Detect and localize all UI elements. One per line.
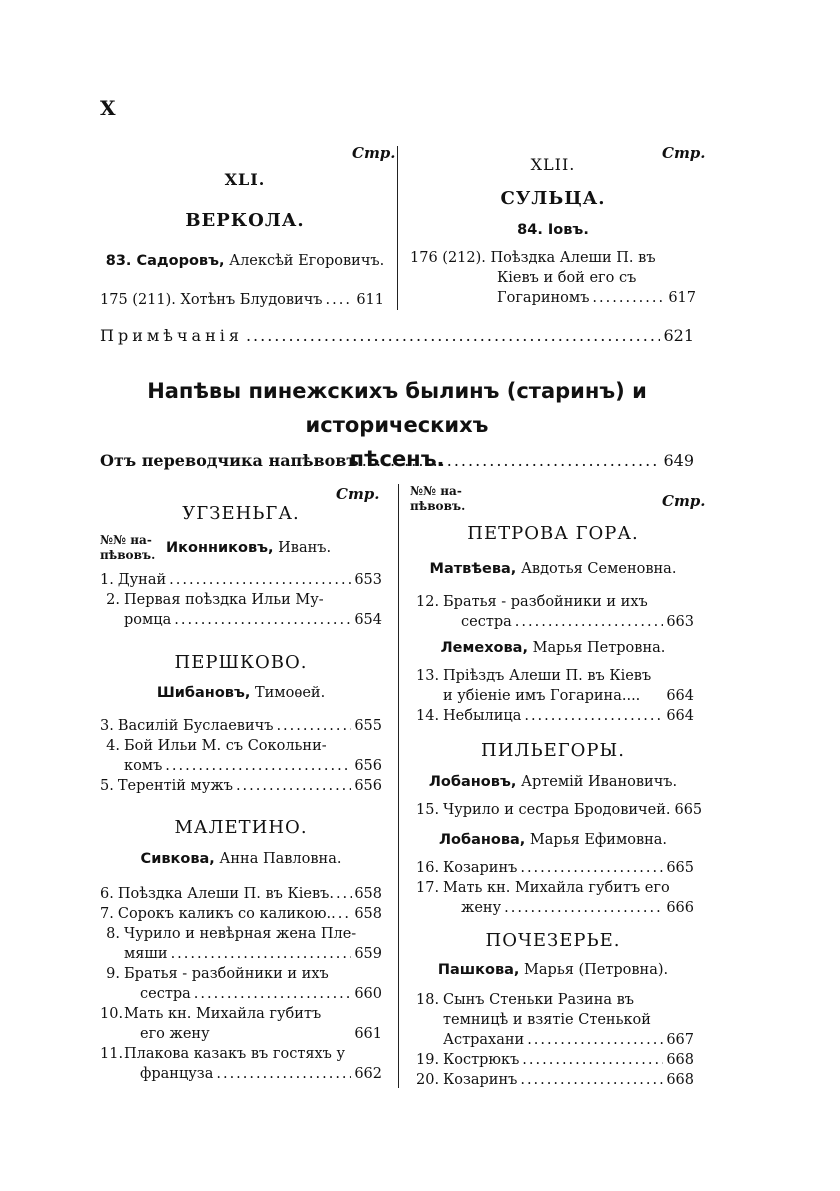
singer-given-name: Алексѣй Егоровичъ. [229,253,385,269]
singer-given-name: Иванъ. [278,540,332,556]
place-heading: МАЛЕТИНО. [174,817,308,838]
entry-page: 666 [666,900,694,916]
entry-number: 5. [100,778,114,794]
singer-name [410,561,696,577]
leader-dots [522,1050,663,1070]
singer-surname: Лемехова, [440,640,528,656]
leader-dots [527,1030,663,1050]
entry-list [100,884,382,1084]
singer-name [410,640,696,656]
entry-title: Бой Ильи М. съ Сокольни- [124,738,327,754]
entry-number: 7. [100,906,114,922]
section-title-line: Напѣвы пинежскихъ былинъ (старинъ) и историческихъ [147,379,647,437]
entry-page: 659 [354,946,382,962]
toc-entry[interactable] [100,1044,382,1084]
entry-page: 662 [354,1066,382,1082]
toc-entry[interactable] [416,1070,694,1090]
leader-dots [216,1064,351,1084]
melody-number-label [410,484,465,514]
singer-surname: Лобанова, [438,832,526,848]
singer-given-name: Анна Павловна. [219,851,342,867]
entry-number: 2. [106,592,120,608]
singer-given-name: Марья Петровна. [532,640,666,656]
entry-page: 661 [354,1026,382,1042]
leader-dots [520,1070,663,1090]
entry-title: Небылица [443,708,522,724]
toc-entry[interactable] [100,290,384,310]
entry-number: 11. [100,1046,124,1062]
entry-list [416,990,694,1090]
leader-dots [246,326,661,345]
toc-entry[interactable] [100,570,382,590]
singer-surname: Сивкова, [140,851,215,867]
leader-dots [276,716,351,736]
translator-label: Отъ переводчика напѣвовъ [100,451,359,470]
page-column-label: Стр. [336,485,380,503]
toc-entry[interactable] [100,736,382,776]
translator-entry[interactable] [100,451,694,470]
entry-title: Василій Буслаевичъ [117,718,274,734]
roman-numeral: XLII. [530,155,576,174]
entry-title: ромца [124,612,172,628]
leader-dots [524,706,663,726]
entry-number: 4. [106,738,120,754]
entry-title: 175 (211). Хотѣнъ Блудовичъ [100,292,323,308]
leader-dots [174,610,351,630]
singer-given-name: Авдотья Семеновна. [520,561,677,577]
toc-entry[interactable] [416,800,703,820]
entry-title: сестра [140,986,191,1002]
entry-number: 13. [416,668,440,684]
leader-dots [338,904,353,924]
column-divider [398,484,399,1088]
singer-surname: Пашкова, [437,962,520,978]
entry-number: 19. [416,1052,440,1068]
toc-entry[interactable] [100,904,382,924]
leader-dots [504,898,663,918]
entry-title: Братья - разбойники и ихъ [124,966,329,982]
toc-entry[interactable] [416,878,694,918]
leader-dots [169,570,351,590]
entry-page: 658 [354,906,382,922]
toc-entry[interactable] [410,248,696,308]
entry-title: Мать кн. Михайла губитъ [124,1006,322,1022]
singer-name [100,851,382,867]
singer-surname: Лобановъ, [428,774,517,790]
toc-entry[interactable] [416,1050,694,1070]
entry-page: 656 [354,778,382,794]
toc-entry[interactable] [100,884,382,904]
singer-name [410,222,696,238]
notes-label: Примѣчанія [100,326,243,345]
entry-title: Первая поѣздка Ильи Му- [124,592,324,608]
leader-dots [236,776,351,796]
page-number: X [100,96,116,120]
entry-title: француза [140,1066,214,1082]
label-line: пѣвовъ. [410,499,466,513]
singer-name [410,962,696,978]
entry-title: Астрахани [443,1032,525,1048]
entry-title: Дунай [117,572,167,588]
roman-numeral: XLI. [224,170,266,189]
singer-name [410,832,696,848]
singer-surname: Шибановъ, [156,685,251,701]
entry-title: Чурило и сестра Бродовичей. [443,802,671,818]
leader-dots [171,944,352,964]
entry-title: и убіеніе имъ Гогарина.... [443,688,641,704]
toc-entry[interactable] [100,716,382,736]
entry-title: мяши [124,946,168,962]
entry-title: жену [461,900,502,916]
entry-number: 16. [416,860,440,876]
entry-number: 15. [416,802,440,818]
entry-title: Козаринъ [443,1072,518,1088]
entry-page: 665 [666,860,694,876]
entry-title: Плакова казакъ въ гостяхъ у [124,1046,346,1062]
entry-title: Братья - разбойники и ихъ [443,594,648,610]
entry-number: 10. [100,1006,124,1022]
place-heading: ПИЛЬЕГОРЫ. [481,740,625,761]
entry-list [416,858,694,918]
entry-title: Сынъ Стеньки Разина въ [443,992,635,1008]
entry-number: 1. [100,572,114,588]
leader-dots [520,858,663,878]
place-heading: ВЕРКОЛА. [185,210,305,231]
label-line: №№ на- [100,533,152,547]
entry-title: Терентій мужъ [117,778,233,794]
entry-number: 14. [416,708,440,724]
melody-number-label [100,533,155,563]
place-heading: ПЕТРОВА ГОРА. [467,523,639,544]
entry-page: 656 [354,758,382,774]
toc-entry[interactable] [416,592,694,632]
toc-entry[interactable] [416,706,694,726]
entry-list [416,592,694,632]
singer-number-surname: 84. Іовъ. [517,222,589,238]
singer-given-name: Артемій Ивановичъ. [520,774,678,790]
entry-page: 617 [668,290,696,306]
singer-name [166,540,331,556]
entry-title: комъ [124,758,163,774]
place-heading: УГЗЕНЬГА. [182,503,300,524]
entry-page: 658 [354,886,382,902]
entry-title: Кострюкъ [443,1052,520,1068]
leader-dots [326,290,354,310]
place-heading: ПОЧЕЗЕРЬЕ. [485,930,621,951]
entry-page: 611 [356,292,384,308]
singer-number-surname: 83. Садоровъ, [105,253,225,269]
toc-entry[interactable] [100,590,382,630]
entry-page: 664 [666,708,694,724]
entry-number: 3. [100,718,114,734]
entry-line: Гогариномъ [497,290,590,306]
entry-page: 668 [666,1072,694,1088]
leader-dots [165,756,351,776]
entry-page: 653 [354,572,382,588]
translator-page: 649 [663,451,694,470]
toc-entry[interactable] [100,964,382,1004]
singer-surname: Иконниковъ, [166,540,274,556]
entry-page: 660 [354,986,382,1002]
leader-dots [362,451,661,470]
singer-name [100,253,390,269]
toc-entry[interactable] [416,858,694,878]
entry-page: 664 [666,688,694,704]
leader-dots [592,288,665,308]
leader-dots [194,984,352,1004]
page-column-label: Стр. [662,144,706,162]
entry-title: Сорокъ каликъ со каликою.. [117,906,336,922]
singer-name [100,685,382,701]
label-line: пѣвовъ. [100,548,156,562]
toc-entry[interactable] [416,666,694,706]
entry-list [100,570,382,630]
entry-number: 17. [416,880,440,896]
section-title-line: пѣсенъ. [349,447,445,471]
notes-entry[interactable] [100,326,694,345]
entry-title: темницѣ и взятіе Стенькой [443,1012,651,1028]
label-line: №№ на- [410,484,462,498]
singer-given-name: Марья (Петровна). [524,962,669,978]
entry-title: Чурило и невѣрная жена Пле- [124,926,357,942]
entry-title: Козаринъ [443,860,518,876]
entry-list [100,716,382,796]
entry-title: Мать кн. Михайла губитъ его [443,880,670,896]
entry-list [416,800,703,820]
entry-number: 9. [106,966,120,982]
notes-page: 621 [663,326,694,345]
entry-title: Поѣздка Алеши П. въ Кіевъ. [117,886,334,902]
column-divider [397,146,398,310]
entry-title: сестра [461,614,512,630]
place-heading: СУЛЬЦА. [500,188,606,209]
singer-surname: Матвѣева, [429,561,517,577]
singer-given-name: Тимоѳей. [254,685,326,701]
entry-page: 655 [354,718,382,734]
toc-entry[interactable] [416,990,694,1050]
page-column-label: Стр. [352,144,396,162]
entry-number: 8. [106,926,120,942]
place-heading: ПЕРШКОВО. [174,652,308,673]
entry-page: 667 [666,1032,694,1048]
entry-number: 6. [100,886,114,902]
page-column-label: Стр. [662,492,706,510]
toc-entry[interactable] [100,1004,382,1044]
entry-page: 654 [354,612,382,628]
entry-line: 176 (212). Поѣздка Алеши П. въ [410,250,656,266]
entry-number: 20. [416,1072,440,1088]
toc-entry[interactable] [100,776,382,796]
entry-page: 665 [674,802,703,818]
entry-title: Пріѣздъ Алеши П. въ Кіевъ [443,668,652,684]
entry-title: его жену [140,1026,210,1042]
entry-line: Кіевъ и бой его съ [497,270,637,286]
leader-dots [515,612,664,632]
singer-given-name: Марья Ефимовна. [529,832,668,848]
toc-entry[interactable] [100,924,382,964]
entry-page: 668 [666,1052,694,1068]
entry-page: 663 [666,614,694,630]
entry-number: 12. [416,594,440,610]
leader-dots [336,884,352,904]
entry-number: 18. [416,992,440,1008]
entry-list [416,666,694,726]
singer-name [410,774,696,790]
